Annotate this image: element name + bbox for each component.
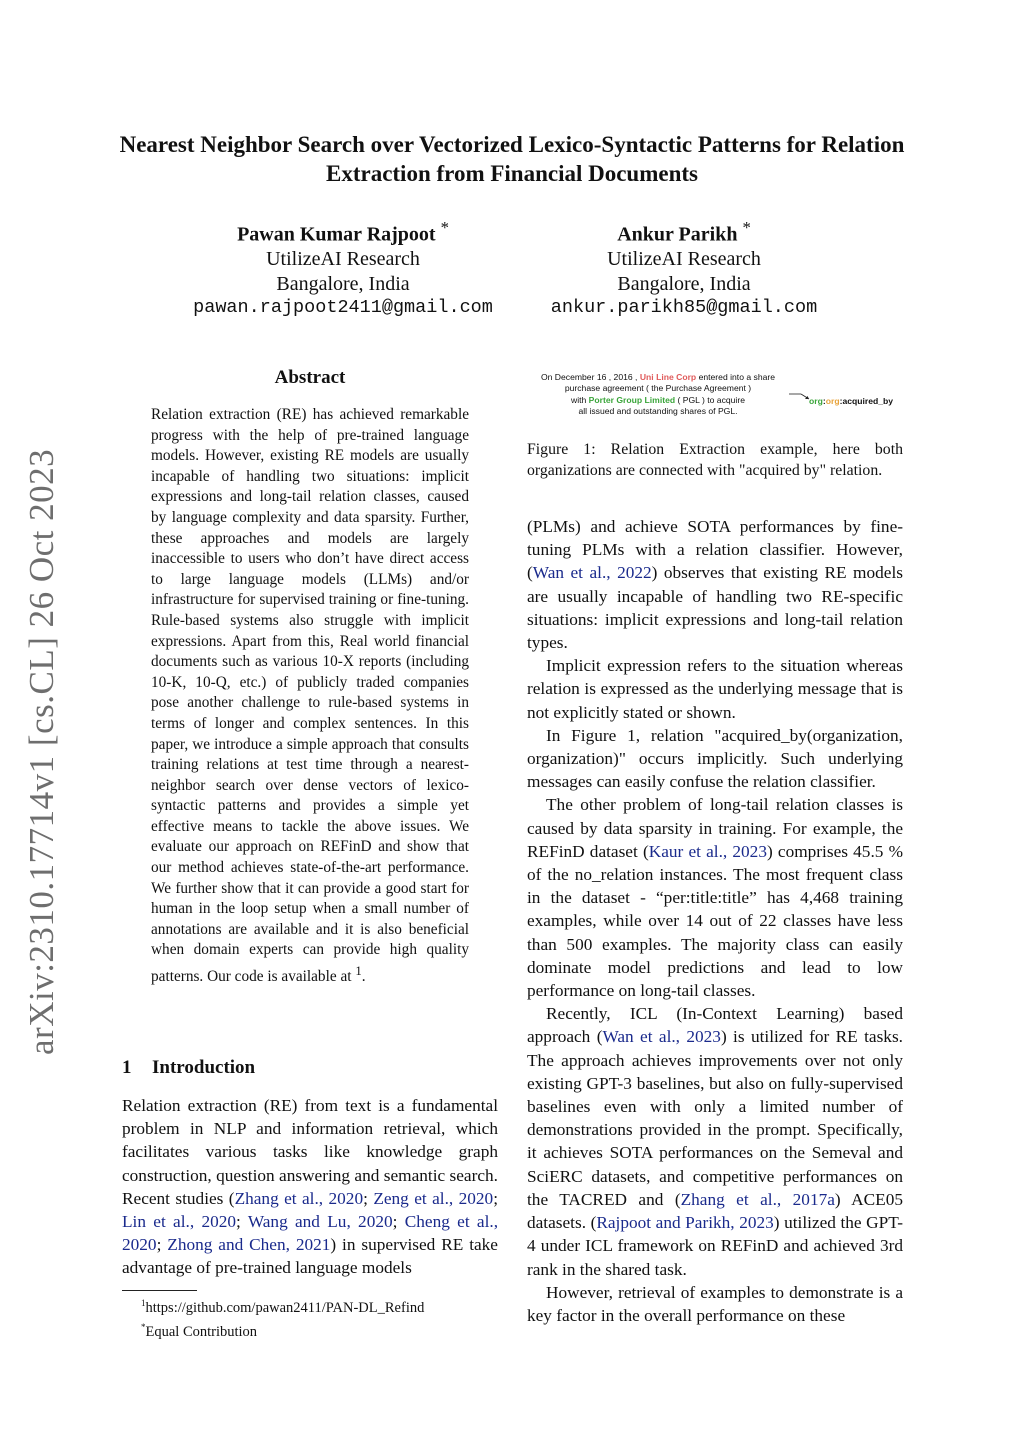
citation-link[interactable]: Zeng et al., 2020 bbox=[373, 1188, 494, 1208]
arxiv-stamp: arXiv:2310.17714v1 [cs.CL] 26 Oct 2023 bbox=[22, 448, 61, 1055]
abstract-heading: Abstract bbox=[274, 367, 346, 388]
text: ) is utilized for RE tasks. The approach achieves improvements over not only existing GPT-3 baselines, but also on fully-supervised baselines even with only a limited number of demonstrations provided in the prompt. Specifically, it achieves SOTA performances on the Semeval and SciERC datasets, and competitive performances on the TACRED and ( bbox=[527, 1027, 903, 1209]
paragraph bbox=[527, 515, 903, 654]
entity-organization-2: Porter Group Limited bbox=[588, 394, 676, 405]
entity-organization-1: Uni Line Corp bbox=[639, 372, 697, 382]
text: ) utilized the GPT-4 under ICL framework on REFinD and achieved 3rd rank in the shared task. bbox=[527, 1213, 903, 1279]
figure-sentence bbox=[527, 372, 789, 418]
intro-text: Relation extraction (RE) from text is a fundamental problem in NLP and information retrieval, which facilitates various tasks like knowledge graph construction, question answering and semantic search. Recent studies ( bbox=[122, 1096, 498, 1208]
paragraph: However, retrieval of examples to demonstrate is a key factor in the overall performance on these bbox=[527, 1282, 903, 1325]
citation-link[interactable]: Wan et al., 2023 bbox=[602, 1027, 721, 1047]
figure-text: all issued and outstanding shares of PGL. bbox=[578, 406, 738, 417]
intro-text-end: ) in supervised RE take advantage of pre-trained language models bbox=[122, 1235, 498, 1278]
paragraph bbox=[527, 1002, 903, 1280]
text: Recently, ICL (In-Context Learning) based approach ( bbox=[527, 1004, 903, 1047]
label-org: org bbox=[825, 396, 840, 406]
label-sep: : bbox=[822, 396, 826, 406]
relation-label bbox=[809, 396, 893, 406]
footnote bbox=[141, 1294, 424, 1318]
section-title: Introduction bbox=[152, 1057, 256, 1078]
abstract-body-text: Relation extraction (RE) has achieved remarkable progress with the help of pre-trained language models. However, existing RE models are usually incapable of handling two situations: implicit expressions and long-tail relation classes, caused by language complexity and data sparsity. Further, these approaches and models are largely inaccessible to users who don’t have direct access to large language models (LLMs) and/or infrastructure for supervised training or fine-tuning. Rule-based systems also struggle with implicit expressions. Apart from this, Real world financial documents such as various 10-X reports (including 10-K, 10-Q, etc.) of publicly traded companies pose another challenge to rule-based systems in terms of longer and complex sentences. In this paper, we introduce a simple approach that consults training relations at test time through a nearest-neighbor search over dense vectors of lexico-syntactic patterns and provides a simple yet effective means to tackle the above issues. We evaluate our approach on REFinD and show that our method achieves state-of-the-art performance. We further show that it can provide a good start for human in the loop setup when a small number of annotations are available and it is also beneficial when domain experts can provide high quality patterns. Our code is available at bbox=[151, 406, 469, 986]
author-affiliation: UtilizeAI Research bbox=[266, 248, 420, 271]
footnote bbox=[141, 1318, 424, 1342]
section-heading-introduction bbox=[122, 1057, 255, 1079]
author-affiliation: UtilizeAI Research bbox=[607, 248, 761, 271]
citation-link[interactable]: Lin et al., 2020 bbox=[122, 1212, 237, 1232]
right-column-text bbox=[527, 515, 903, 1327]
footnotes bbox=[141, 1294, 424, 1342]
text: ) comprises 45.5 % of the no_relation instances. The most frequent class in the dataset - “per:title:title” has 4,468 training examples, while over 14 out of 22 classes have less than 500 examples. The majority class can easily dominate model predictions and lead to low performance on long-tail classes. bbox=[527, 841, 903, 1001]
abstract-end: . bbox=[361, 968, 366, 986]
paragraph: In Figure 1, relation "acquired_by(organization, organization)" occurs implicitly. Such underlying messages can easily confuse the relation classifier. bbox=[527, 725, 903, 792]
text: ) observes that existing RE models are usually incapable of handling two RE-specific situations: implicit expressions and long-tail relation types. bbox=[527, 563, 903, 653]
figure-text: with bbox=[570, 394, 587, 405]
footnote-text: Equal Contribution bbox=[145, 1323, 258, 1340]
footnote-url[interactable]: https://github.com/pawan2411/PAN-DL_Refind bbox=[145, 1299, 425, 1316]
author-name: Pawan Kumar Rajpoot bbox=[237, 223, 436, 246]
relation-arrow-icon bbox=[789, 390, 811, 404]
author-name: Ankur Parikh bbox=[617, 223, 738, 246]
figure-text: ( PGL ) to acquire bbox=[677, 394, 745, 405]
abstract-text bbox=[151, 405, 469, 988]
citation-link[interactable]: Zhang et al., 2017a bbox=[680, 1189, 835, 1209]
intro-paragraph: Relation extraction (RE) from text is a fundamental problem in NLP and information retrieval, which facilitates various tasks like knowledge graph construction, question answering and semantic search. Recent studies (Zhang et al., 2020; Zeng et al., 2020; Lin et al., 2020; Wang and Lu, 2020; Cheng et al., 2020; Zhong and Chen, 2021) in supervised RE take advantage of pre-trained language models bbox=[122, 1096, 499, 1278]
author-block bbox=[526, 216, 842, 321]
author-block bbox=[170, 216, 516, 321]
author-email[interactable]: pawan.rajpoot2411@gmail.com bbox=[193, 297, 493, 319]
citation-link[interactable]: Cheng et al., 2020 bbox=[122, 1212, 499, 1255]
citation-link[interactable]: Zhong and Chen, 2021 bbox=[167, 1235, 331, 1255]
citation-link[interactable]: Wang and Lu, 2020 bbox=[247, 1212, 393, 1232]
figure-text: purchase agreement ( the Purchase Agreement ) bbox=[564, 383, 752, 394]
paragraph bbox=[527, 793, 903, 1002]
citation-link[interactable]: Rajpoot and Parikh, 2023 bbox=[596, 1213, 774, 1233]
figure-text: On December 16 , 2016 , bbox=[540, 372, 638, 382]
text: (PLMs) and achieve SOTA performances by fine-tuning PLMs with a relation classifier. However, ( bbox=[527, 517, 903, 583]
paragraph: Implicit expression refers to the situation whereas relation is expressed as the underlying message that is not explicitly stated or shown. bbox=[527, 656, 903, 722]
author-mark: * bbox=[742, 218, 751, 237]
citation-link[interactable]: Wan et al., 2022 bbox=[532, 563, 652, 583]
author-email[interactable]: ankur.parikh85@gmail.com bbox=[550, 297, 818, 319]
figure-relation-example bbox=[527, 372, 903, 432]
footnote-mark: 1 bbox=[141, 1298, 146, 1308]
author-location: Bangalore, India bbox=[617, 272, 751, 295]
footnote-mark: * bbox=[141, 1321, 146, 1332]
section-number: 1 bbox=[122, 1057, 132, 1078]
figure-caption: Figure 1: Relation Extraction example, here both organizations are connected with "acquired by" relation. bbox=[527, 441, 903, 479]
paper-title: Nearest Neighbor Search over Vectorized Lexico-Syntactic Patterns for Relation Extraction from Financial Documents bbox=[119, 132, 905, 186]
citation-link[interactable]: Kaur et al., 2023 bbox=[648, 841, 767, 861]
author-location: Bangalore, India bbox=[276, 272, 410, 295]
citation-link[interactable]: Zhang et al., 2020 bbox=[234, 1188, 364, 1208]
label-org: org bbox=[809, 396, 823, 406]
label-relation: acquired_by bbox=[842, 396, 894, 406]
label-sep: : bbox=[839, 396, 843, 406]
figure-text: entered into a share bbox=[698, 372, 776, 382]
text: ) ACE05 datasets. ( bbox=[527, 1189, 903, 1233]
author-mark: * bbox=[440, 218, 449, 237]
footnote-divider bbox=[122, 1290, 197, 1291]
footnote-ref[interactable]: 1 bbox=[355, 964, 362, 979]
text: The other problem of long-tail relation classes is caused by data sparsity in training. For example, the REFinD dataset ( bbox=[527, 795, 903, 861]
